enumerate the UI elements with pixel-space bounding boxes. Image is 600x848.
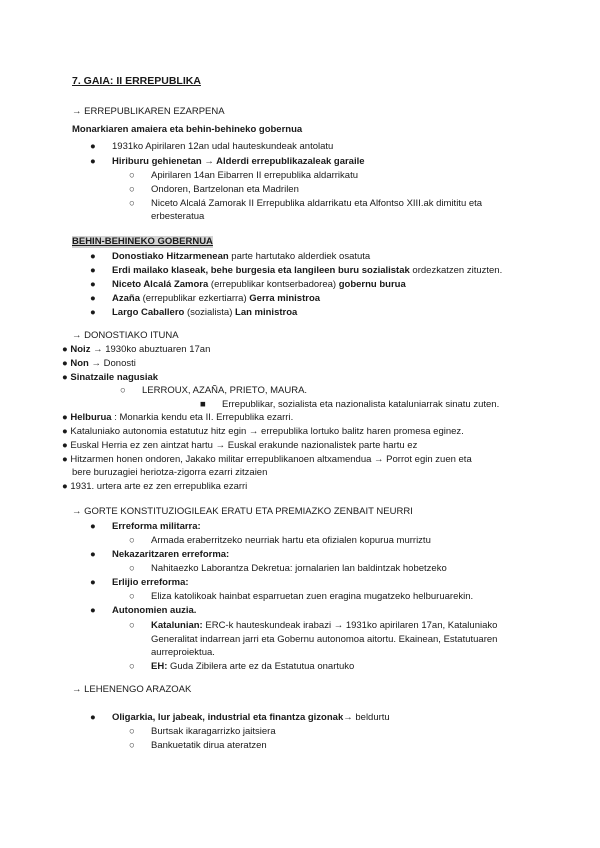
bullet-icon: ● <box>90 251 96 262</box>
list-item: ● Sinatzaile nagusiak <box>62 372 159 383</box>
list-item: ● Donostiako Hitzarmenean parte hartutako alderdiek osatuta <box>90 251 371 262</box>
list-item: ● Erdi mailako klaseak, behe burgesia eta langileen buru sozialistak ordezkatzen zituzten. <box>90 265 503 276</box>
list-item: ● Erreforma militarra: <box>90 521 201 532</box>
list-item: ● Azaña (errepublikar ezkertiarra) Gerra ministroa <box>90 293 321 304</box>
list-item: ○ Apirilaren 14an Eibarren II errepublika aldarrikatu <box>129 170 359 181</box>
list-item: ● Autonomien auzia. <box>90 605 197 616</box>
circle-bullet-icon: ○ <box>129 184 135 195</box>
bullet-icon: ● <box>90 265 96 276</box>
circle-bullet-icon: ○ <box>129 740 135 751</box>
section-heading-arazoak: → LEHENENGO ARAZOAK <box>72 684 192 695</box>
list-item: ○ Eliza katolikoak hainbat esparruetan zuen eragina mugatzeko helburuarekin. <box>129 591 474 602</box>
list-item: ● Helburua : Monarkia kendu eta II. Errepublika ezarri. <box>62 412 294 423</box>
list-item-continuation: Generalitat indarrean jarri eta Gobernu autonomoa aitortu. Ekainean, Estatutuaren <box>151 634 498 645</box>
bullet-icon: ● <box>90 549 96 560</box>
bullet-icon: ● <box>90 521 96 532</box>
list-item: ● Kataluniako autonomia estatutuz hitz egin → errepublika lortuko balitz haren promesa eginez. <box>62 426 464 437</box>
bullet-icon: ● <box>62 372 71 383</box>
list-item: ● 1931. urtera arte ez zen errepublika ezarri <box>62 481 248 492</box>
list-item-continuation: erbesteratua <box>151 211 205 222</box>
list-item: ○ Bankuetatik dirua ateratzen <box>129 740 267 751</box>
list-item: ● Noiz → 1930ko abuztuaren 17an <box>62 344 211 355</box>
circle-bullet-icon: ○ <box>129 591 135 602</box>
bullet-icon: ● <box>62 454 71 465</box>
list-item: ● Euskal Herria ez zen aintzat hartu → Euskal erakunde nazionalistek parte hartu ez <box>62 440 418 451</box>
circle-bullet-icon: ○ <box>129 620 135 631</box>
bullet-icon: ● <box>62 412 71 423</box>
list-item: ○ LERROUX, AZAÑA, PRIETO, MAURA. <box>120 385 308 396</box>
bullet-icon: ● <box>90 712 96 723</box>
list-item: ○ Nahitaezko Laborantza Dekretua: jornalarien lan baldintzak hobetzeko <box>129 563 447 574</box>
bullet-icon: ● <box>90 605 96 616</box>
bullet-icon: ● <box>90 279 96 290</box>
section-heading-gobernua: BEHIN-BEHINEKO GOBERNUA <box>72 236 213 247</box>
list-item: ● Non → Donosti <box>62 358 136 369</box>
circle-bullet-icon: ○ <box>129 563 135 574</box>
list-item: ○ EH: Guda Zibilera arte ez da Estatutua onartuko <box>129 661 355 672</box>
section-heading-ituna: → DONOSTIAKO ITUNA <box>72 330 179 341</box>
circle-bullet-icon: ○ <box>129 170 135 181</box>
list-item: ● Hiriburu gehienetan → Alderdi errepublikazaleak garaile <box>90 156 365 167</box>
bullet-icon: ● <box>90 293 96 304</box>
bullet-icon: ● <box>62 426 71 437</box>
section-heading-gorteak: → GORTE KONSTITUZIOGILEAK ERATU ETA PREMIAZKO ZENBAIT NEURRI <box>72 506 413 517</box>
list-item: ● 1931ko Apirilaren 12an udal hauteskundeak antolatu <box>90 141 334 152</box>
list-item: ○ Armada eraberritzeko neurriak hartu eta ofizialen kopurua murriztu <box>129 535 431 546</box>
list-item: ○ Ondoren, Bartzelonan eta Madrilen <box>129 184 299 195</box>
square-bullet-icon: ■ <box>200 399 206 410</box>
section-heading-ezarpena: → ERREPUBLIKAREN EZARPENA <box>72 106 225 117</box>
list-item: ○ Niceto Alcalá Zamorak II Errepublika aldarrikatu eta Alfontso XIII.ak dimititu eta <box>129 198 483 209</box>
bullet-icon: ● <box>62 344 71 355</box>
list-item: ● Erlijio erreforma: <box>90 577 189 588</box>
circle-bullet-icon: ○ <box>120 385 126 396</box>
bullet-icon: ● <box>90 307 96 318</box>
page-title: 7. GAIA: II ERREPUBLIKA <box>72 75 201 87</box>
bullet-icon: ● <box>90 577 96 588</box>
list-item: ■ Errepublikar, sozialista eta nazionalista kataluniarrak sinatu zuten. <box>200 399 500 410</box>
list-item-continuation: bere buruzagiei heriotza-zigorra ezarri zitzaien <box>72 467 268 478</box>
list-item: ○ Burtsak ikaragarrizko jaitsiera <box>129 726 276 737</box>
bullet-icon: ● <box>90 141 96 152</box>
circle-bullet-icon: ○ <box>129 198 135 209</box>
bullet-icon: ● <box>62 440 71 451</box>
circle-bullet-icon: ○ <box>129 726 135 737</box>
bullet-icon: ● <box>62 358 71 369</box>
list-item: ● Hitzarmen honen ondoren, Jakako militar errepublikanoen altxamendua → Porrot egin zuen eta <box>62 454 472 465</box>
list-item: ● Nekazaritzaren erreforma: <box>90 549 230 560</box>
subheading-monarkia: Monarkiaren amaiera eta behin-behineko gobernua <box>72 124 303 135</box>
bullet-icon: ● <box>90 156 96 167</box>
list-item: ● Oligarkia, lur jabeak, industrial eta finantza gizonak→ beldurtu <box>90 712 390 723</box>
list-item: ● Niceto Alcalá Zamora (errepublikar kontserbadorea) gobernu burua <box>90 279 406 290</box>
list-item-continuation: aurreproiektua. <box>151 647 215 658</box>
circle-bullet-icon: ○ <box>129 661 135 672</box>
circle-bullet-icon: ○ <box>129 535 135 546</box>
list-item: ● Largo Caballero (sozialista) Lan ministroa <box>90 307 298 318</box>
list-item: ○ Katalunian: ERC-k hauteskundeak irabazi → 1931ko apirilaren 17an, Kataluniako <box>129 620 498 631</box>
bullet-icon: ● <box>62 481 71 492</box>
